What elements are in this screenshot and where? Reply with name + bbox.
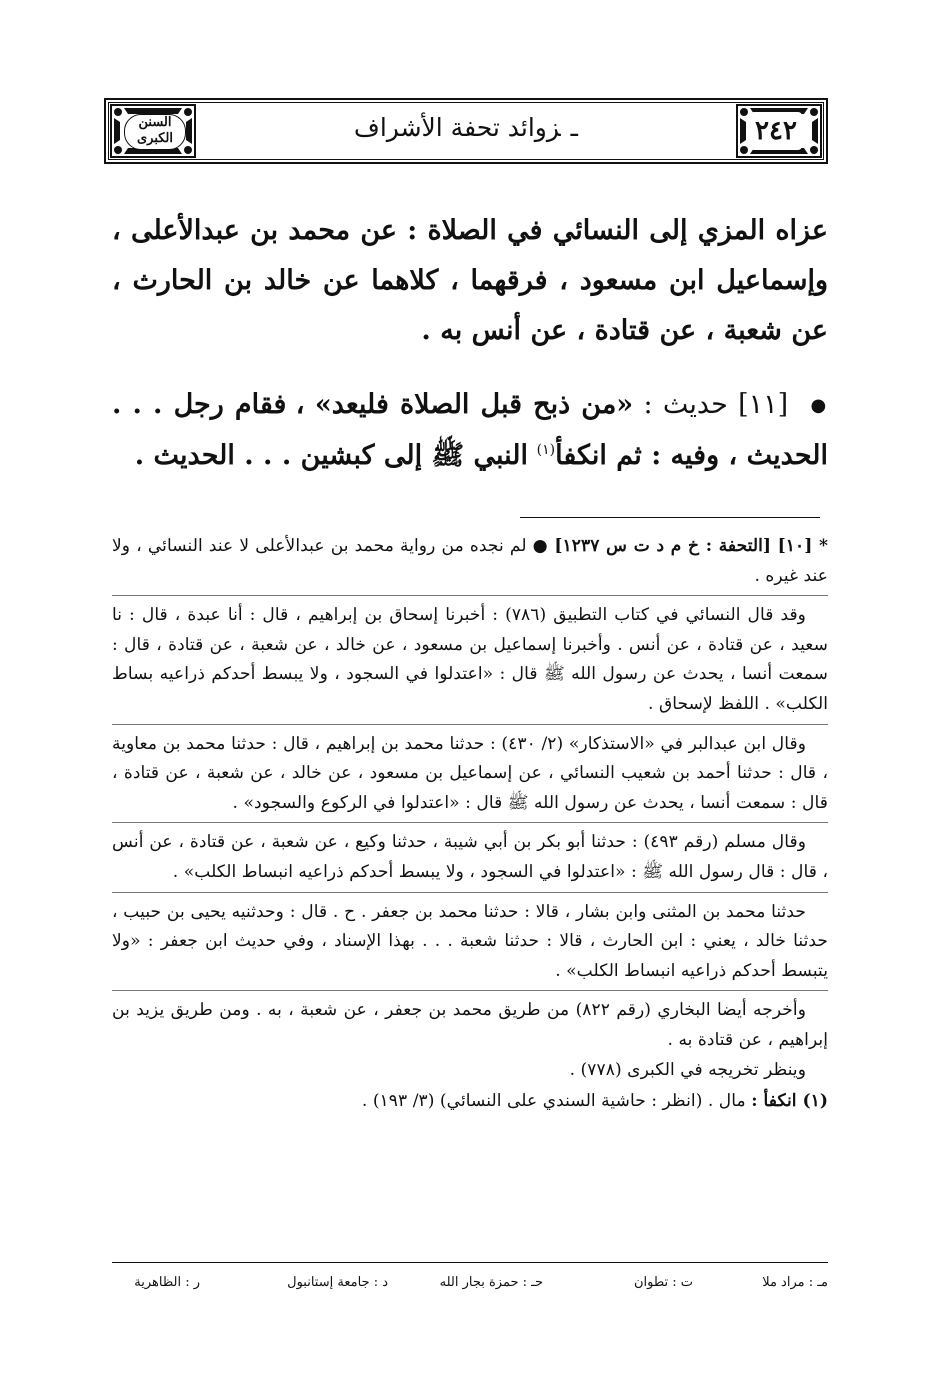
footnote-1-text: مال . (انظر : حاشية السندي على النسائي) (٣/ ١٩٣) . <box>361 1091 746 1112</box>
note-para-4: حدثنا محمد بن المثنى وابن بشار ، قالا : حدثنا محمد بن جعفر . ح . قال : وحدثنيه يحيى بن حبيب ، حدثنا خالد ، يعني : ابن الحارث ، قالا : حدثنا شعبة . . . بهذا الإسناد ، وفي حديث ابن جعفر : «ولا يتبسط أحدكم ذراعيه انبساط الكلب» . <box>112 901 828 981</box>
page-header <box>104 98 828 164</box>
note-10-marker: * [١٠] [التحفة : خ م د ت س ١٢٣٧] <box>554 536 829 556</box>
note-para-5: وأخرجه أيضا البخاري (رقم ٨٢٢) من طريق محمد بن جعفر ، عن شعبة ، به . ومن طريق يزيد بن إبراهيم ، عن قتادة به . <box>112 1000 828 1050</box>
hadith-text-2: النبي ﷺ إلى كبشين . . . الحديث . <box>134 439 529 471</box>
bullet-icon: ● <box>810 394 828 416</box>
footnote-separator <box>520 517 820 518</box>
legend-rule <box>112 1262 828 1263</box>
note-10 <box>112 532 828 591</box>
page-number: ٢٤٢ <box>750 112 802 150</box>
note-para-1: وقد قال النسائي في كتاب التطبيق (٧٨٦) : أخبرنا إسحاق بن إبراهيم ، قال : أنا عبدة ، قال : نا سعيد ، عن قتادة ، عن أنس . وأخبرنا إسماعيل بن مسعود ، عن خالد ، عن شعبة ، عن قتادة ، قال : سمعت أنسا ، يحدث عن رسول الله ﷺ قال : «اعتدلوا في السجود ، ولا يبسط أحدكم ذراعيه بساط الكلب» . اللفظ لإسحاق . <box>112 605 828 714</box>
legend-d: د : جامعة إستانبول <box>287 1275 388 1290</box>
main-paragraph-1 <box>112 206 828 356</box>
title-dash: ـ <box>570 113 578 142</box>
legend-m: مـ : مراد ملا <box>762 1275 828 1290</box>
legend-t: ت : تطوان <box>633 1275 693 1290</box>
note-10-text: ● لم نجده من رواية محمد بن عبدالأعلى لا عند النسائي ، ولا عند غيره . <box>112 536 828 586</box>
hadith-label: [١١] حديث : <box>643 389 789 420</box>
note-divider <box>112 724 828 725</box>
footnote-1-label: (١) انكفأ : <box>751 1091 828 1112</box>
legend-r: ر : الظاهرية <box>134 1275 200 1290</box>
manuscript-legend <box>112 1270 828 1296</box>
note-divider <box>112 822 828 823</box>
note-para-6: وينظر تخريجه في الكبرى (٧٧٨) . <box>569 1059 806 1080</box>
main-paragraph-1-text: عزاه المزي إلى النسائي في الصلاة : عن محمد بن عبدالأعلى ، وإسماعيل ابن مسعود ، فرقهما ، كلاهما عن خالد بن الحارث ، عن شعبة ، عن قتادة ، عن أنس به . <box>112 215 828 346</box>
running-title <box>354 108 578 148</box>
note-para-2: وقال ابن عبدالبر في «الاستذكار» (٢/ ٤٣٠) : حدثنا محمد بن إبراهيم ، قال : حدثنا محمد بن معاوية ، قال : حدثنا أحمد بن شعيب النسائي ، عن إسماعيل بن مسعود ، عن خالد ، عن شعبة ، عن قتادة ، قال : سمعت أنسا ، يحدث عن رسول الله ﷺ قال : «اعتدلوا في الركوع والسجود» . <box>112 733 828 813</box>
legend-h: حـ : حمزة بجار الله <box>439 1275 543 1290</box>
footnote-ref[interactable]: (١) <box>536 441 556 458</box>
note-divider <box>112 892 828 893</box>
note-divider <box>112 990 828 991</box>
note-para-3: وقال مسلم (رقم ٤٩٣) : حدثنا أبو بكر بن أبي شيبة ، حدثنا وكيع ، عن شعبة ، عن قتادة ، عن أنس ، قال : قال رسول الله ﷺ : «اعتدلوا في السجود ، ولا يبسط أحدكم ذراعيه انبساط الكلب» . <box>112 832 828 882</box>
hadith-quote: «من ذبح قبل الصلاة فليعد» <box>314 389 634 420</box>
hadith-text-1: ، فقام رجل . . . الحديث ، وفيه : ثم انكفأ <box>112 389 828 471</box>
footnotes <box>112 532 828 1117</box>
book-logo: السنن الكبرى <box>124 114 186 150</box>
note-divider <box>112 595 828 596</box>
running-title-text: زوائد تحفة الأشراف <box>353 113 561 142</box>
main-paragraph-2 <box>112 380 828 481</box>
footnote-1 <box>112 1087 828 1117</box>
